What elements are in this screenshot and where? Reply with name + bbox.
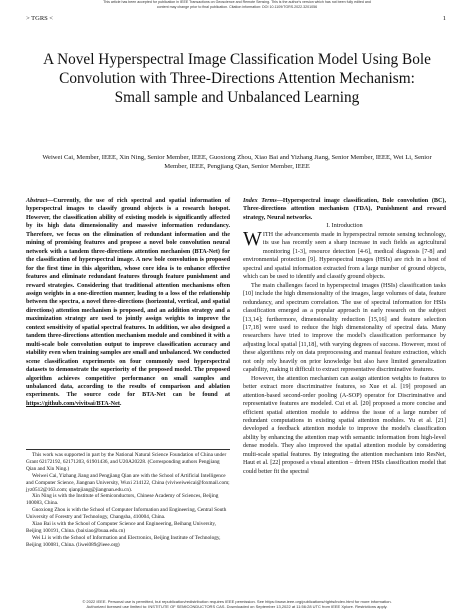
intro-paragraph: However, the attention mechanism can assign attention weights to features to better extract more discriminative features, so Xue et al. [19] proposed an attention-based second-order pooling (A-SOP) operator for Discriminative and representative features are modeled. Cui et al. [20] proposed a more concise and efficient spatial attention module to address the issue of a large number of redundant computations in existing spatial attention modules. Yu et al. [21] developed a feedback attention module to improve the model's classification ability by enhancing the attention map with semantic information from high-level dense models. They also improved the spatial attention module by considering multi-scale spatial features. By integrating the attention mechanism into ResNet, Haut et al. [22] proposed a visual attention – driven HSIs classification model that could better fit the spectral — [243, 375, 446, 475]
banner-line-1: This article has been accepted for publication in IEEE Transactions on Geoscience and Remote Sensing. This is the author's version which has not been fully edited and — [103, 0, 371, 4]
footnote-affiliation: Xiao Bai is with the School of Computer Science and Engineering, Beihang University, Beijing 100191, China. (baixiao@buaa.edu.cn) — [26, 521, 216, 534]
page-number: 1 — [442, 15, 446, 22]
section-heading-introduction: I. Introduction — [326, 222, 363, 229]
acceptance-banner — [0, 0, 474, 10]
copyright-footer — [0, 599, 474, 610]
footer-line-1: © 2022 IEEE. Personal use is permitted, but republication/redistribution requires IEEE permission. See https://www.ieee.org/publications/rights/index.html for more information. — [82, 599, 392, 604]
footnote-affiliation: Xin Ning is with the Institute of Semiconductors, Chinese Academy of Sciences, Beijing 100083, China. — [26, 493, 219, 507]
abstract — [26, 197, 230, 408]
intro-paragraph: The main challenges faced in hyperspectral images (HSIs) classification tasks [10] include the high dimensionality of the images, large volumes of data, feature redundancy, and spectrum correlation. The use of spectral information for HSIs classification emerged as a popular approach in early research on the subject [13,14]; furthermore, dimensionality reduction [15,16] and feature selection [17,18] were used to reduce the high dimensionality of spectral data. Many researchers have tried to improve the model's classification performance by adjusting local spatial [11,18], with varying degrees of success. However, most of these algorithms rely on data preprocessing and manual feature extraction, which not only rely heavily on prior knowledge but also have limited generalization capability, making it difficult to extract representative discriminative features. — [243, 282, 446, 374]
intro-paragraph — [243, 228, 446, 282]
index-terms-heading: Index Terms — [243, 198, 277, 204]
running-header — [26, 15, 446, 22]
footnote-funding: This work was supported in part by the National Natural Science Foundation of China under Grant 62172192, 62171203, 61901436, and U20A20228. (Corresponding authors Pengjiang Qian and Xin Ning.) — [26, 452, 227, 472]
source-code-link[interactable]: https://github.com/vivitsai/BTA-Net — [26, 400, 120, 407]
footer-line-2: Authorized licensed use limited to: INSTITUTE OF SEMICONDUCTORS CAS. Downloaded on September 13,2022 at 11:56:28 UTC from IEEE Xplore. Restrictions apply. — [86, 604, 388, 610]
footnote-affiliation: Guoxiong Zhou is with the School of Computer Information and Engineering, Central South University of Forestry and Technology, Changsha, 410004, China. — [26, 507, 227, 521]
journal-tag: > TGRS < — [26, 15, 54, 22]
drop-cap: W — [243, 228, 262, 250]
intro-paragraph-text: ITH the advancements made in hyperspectral remote sensing technology, its use has recently seen a sharp increase in such fields as agricultural monitoring [1-3], resource detection [4-6], medical diagnosis [7-8] and environmental protection [9]. Hyperspectral images (HSIs) are rich in a host of spectral and spatial information extracted from a large number of ground objects, which can be used to identify and classify ground objects. — [243, 232, 446, 281]
abstract-end: . — [119, 400, 122, 407]
introduction-body — [243, 228, 446, 476]
author-list: Weiwei Cai, Member, IEEE, Xin Ning, Senior Member, IEEE, Guoxiong Zhou, Xiao Bai and Yizhang Jiang, Senior Member, IEEE, Wei Li, Senior Member, IEEE, Pengjiang Qian, Senior Member, IEEE — [42, 154, 432, 170]
footnote-affiliation: Weiwei Cai, Yizhang Jiang and Pengjiang Qian are with the School of Artificial Intelligence and Computer Science, Jiangnan University, Wuxi 214122, China (viviweiweicai@foxmail.com; jyz0512@163.com; qianpjiang@jiangnan.edu.cn). — [26, 472, 230, 493]
abstract-text: —Currently, the use of rich spectral and spatial information of hyperspectral images to classify ground objects is a research hotspot. However, the classification ability of existing models is significantly affected by its high data dimensionality and massive information redundancy. Therefore, we focus on the elimination of redundant information and the mining of promising features and propose a novel bole convolution neural network with a tandem three-directions attention mechanism (BTA-Net) for the classification of hyperspectral image. A new bole convolution is proposed for the first time in this algorithm, whose core idea is to enhance effective features and eliminate redundant features through feature punishment and reward strategies. Considering that traditional attention mechanisms often assign weights in a one-direction manner, leading to a loss of the relationship between the spectra, a novel three-directions (horizontal, vertical, and spatial directions) attention mechanism is proposed, and an addition strategy and a maximization strategy are used to jointly assign weights to improve the context sensitivity of spatial spectral features. In addition, we also designed a tandem three-directions attention mechanism module and combined it with a multi-scale bole convolution output to improve classification accuracy and stability even when training samples are small and unbalanced. We conducted scene classification experiments on four commonly used hyperspectral datasets to demonstrate the superiority of the proposed model. The proposed algorithm achieves competitive performance on small samples and unbalanced data, according to the results of comparison and ablation experiments. The source code for BTA-Net can be found at — [26, 198, 230, 399]
abstract-heading: Abstract — [26, 198, 48, 204]
index-terms — [243, 197, 446, 222]
paper-title: A Novel Hyperspectral Image Classification Model Using Bole Convolution with Three-Directions Attention Mechanism: Small sample and Unbalanced Learning — [43, 51, 431, 106]
index-terms-text: —Hyperspectral image classification, Bole convolution (BC), Three-directions attention mechanism (TDA), Punishment and reward strategy, Neural networks. — [243, 198, 446, 221]
footnotes — [26, 452, 230, 549]
footnote-divider — [26, 449, 230, 450]
footnote-affiliation: Wei Li is with the School of Information and Electronics, Beijing Institute of Technology, Beijing 100081, China. (liwei089@ieee.org) — [26, 534, 221, 548]
banner-line-2: content may change prior to final publication. Citation information: DOI 10.1109/TGRS.2022.3201056 — [156, 5, 318, 9]
